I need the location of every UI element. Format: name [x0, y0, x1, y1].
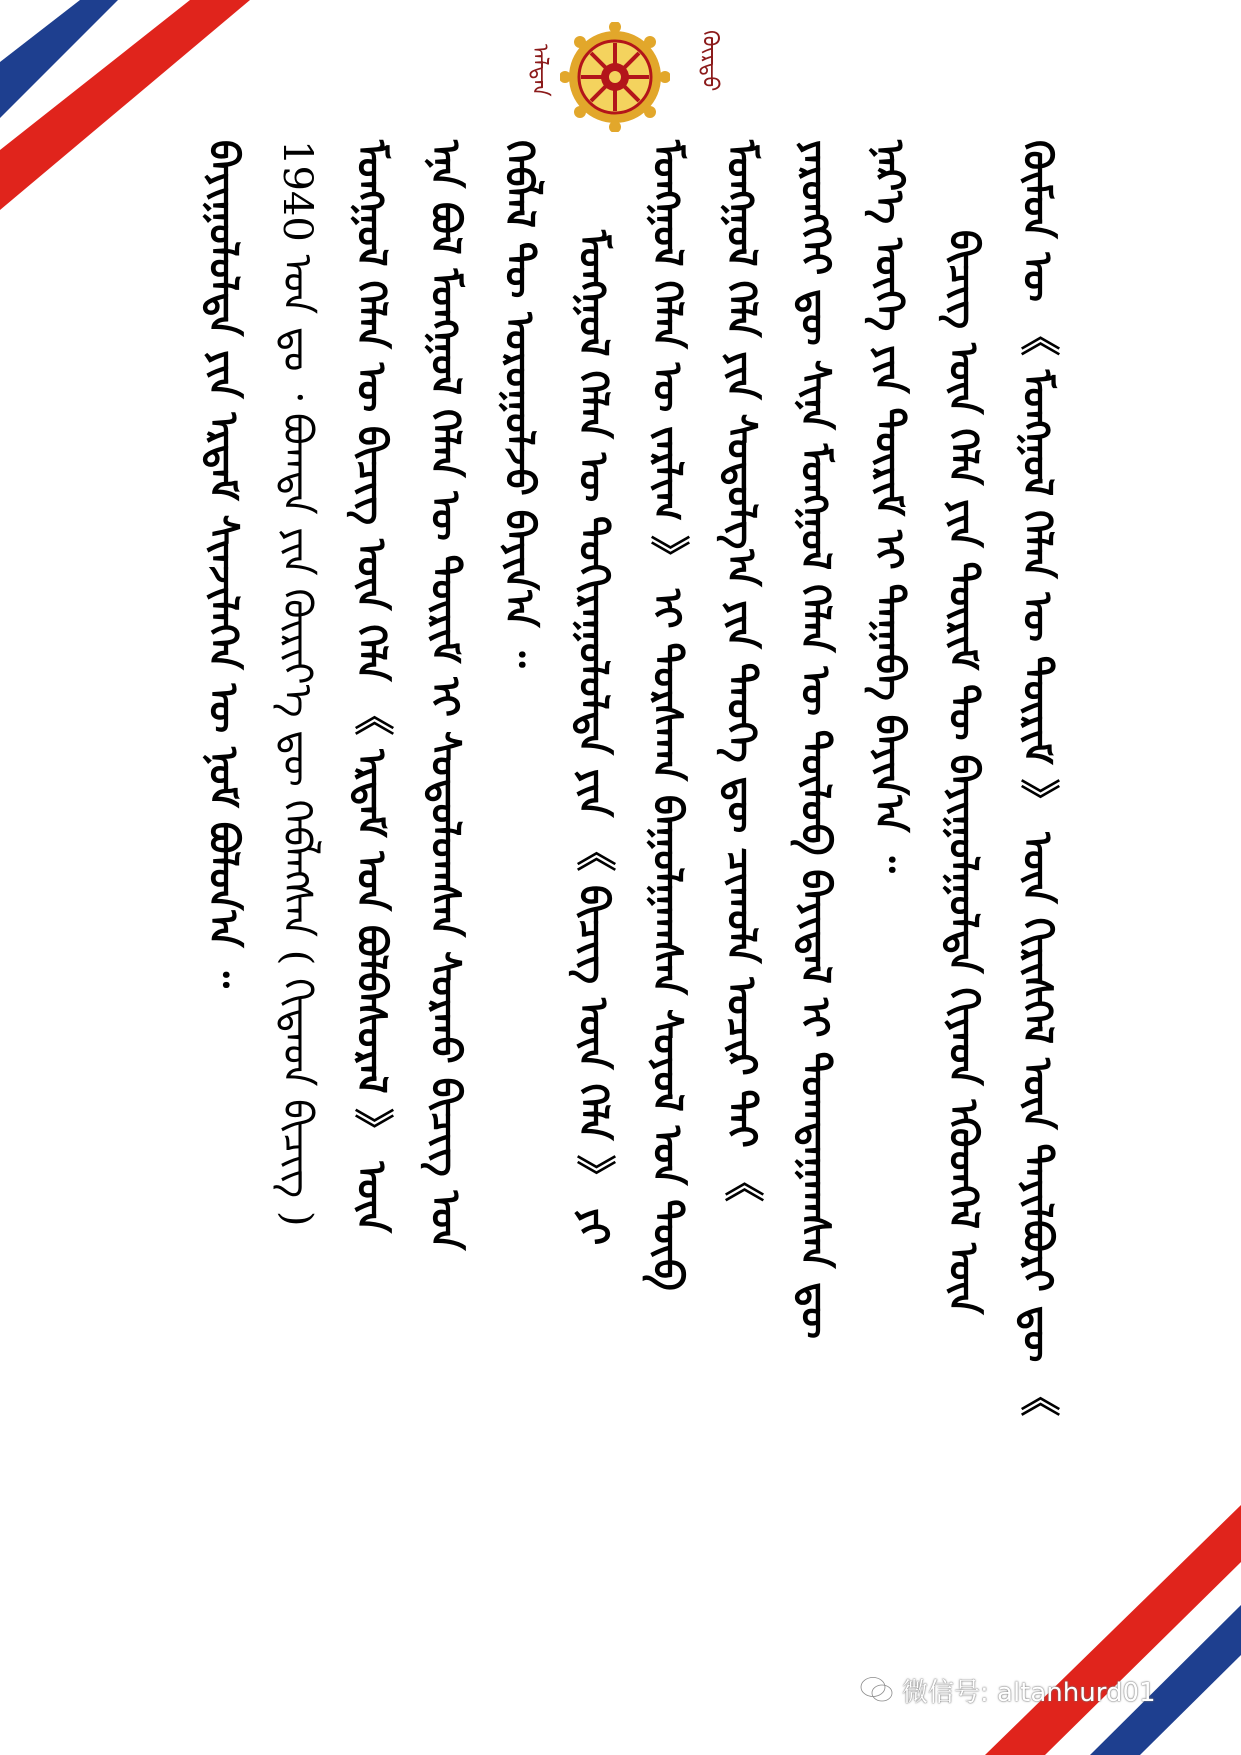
text-column-4: ᠶᠡᠷᠦᠩᠬᠡᠢ ᠳᠦ ᠰᠢᠨᠡ ᠮᠣᠩᠭᠣᠯ ᠬᠡᠯᠡᠨ ᠦ ᠲᠥᠯᠥᠪ ᠪᠠᠶᠢᠳᠠᠯ ᠢ ᠲᠣᠭᠲᠠᠭᠠᠭᠰᠠᠨ ᠳᠦ — [792, 140, 839, 1339]
dharma-wheel-emblem-icon — [560, 22, 670, 132]
text-column-10: ᠮᠣᠩᠭᠣᠯ ᠬᠡᠯᠡᠨ ᠦ ᠪᠢᠴᠢᠭ ᠦᠨ ᠬᠡᠯᠡ 《 ᠡᠷᠳᠡᠮ ᠤᠨ ᠪᠣᠯᠪᠠᠰᠤᠷᠠᠯ 》 ᠦᠨ — [348, 140, 395, 1233]
emblem-caption-left: ᠠᠯᠲᠠᠨ — [527, 44, 552, 97]
emblem-caption-right: ᠬᠦᠷᠳᠦ — [697, 30, 722, 92]
text-column-11: 1940 ᠣᠨ ᠳᠤ ᠂ ᠪᠣᠭᠳᠠ ᠶᠢᠨ ᠬᠦᠷᠢᠶ᠎ᠡ ᠳᠦ ᠬᠡᠪᠯᠡᠭᠰᠡᠨ ( ᠬᠢᠲᠠᠳ ᠪᠢᠴᠢᠭ ) — [274, 140, 320, 1227]
text-column-6: ᠮᠣᠩᠭᠣᠯ ᠬᠡᠯᠡᠨ ᠦ ᠵᠠᠷᠯᠢᠭ 》 ᠢ ᠳᠤᠷᠰᠬᠠᠨ ᠪᠠᠭᠤᠯᠭᠠᠭᠰᠠᠨ ᠰᠣᠶᠣᠯ ᠤᠨ ᠲᠥᠪ — [644, 140, 691, 1291]
wechat-icon — [860, 1676, 894, 1704]
text-column-5: ᠮᠣᠩᠭᠣᠯ ᠬᠡᠯᠡ ᠶᠢᠨ ᠰᠤᠳᠤᠯᠭ᠎ᠠ ᠶᠢᠨ ᠲᠡᠦᠬᠡ ᠳᠦ ᠴᠢᠬᠤᠯᠠ ᠤᠴᠢᠷ ᠲᠠᠢ 《 — [718, 140, 765, 1202]
watermark-text: 微信号: altanhurd01 — [902, 1677, 1156, 1708]
text-column-8: ᠬᠡᠪᠯᠡᠯ ᠲᠦ ᠣᠷᠣᠭᠤᠯᠵᠤ ᠪᠠᠶᠢᠨ᠎ᠠ ᠃ — [496, 140, 543, 668]
text-column-7: ᠮᠣᠩᠭᠣᠯ ᠬᠡᠯᠡᠨ ᠦ ᠲᠣᠬᠢᠷᠠᠭᠤᠯᠤᠯᠲᠠ ᠶᠢᠨ 《 ᠪᠢᠴᠢᠭ ᠦᠨ ᠬᠡᠯᠡ 》 ᠶᠢ — [570, 230, 617, 1246]
text-column-9: ᠡᠨᠡ ᠪᠣᠯ ᠮᠣᠩᠭᠣᠯ ᠬᠡᠯᠡᠨ ᠦ ᠳᠦᠷᠢᠮ ᠢ ᠰᠤᠳᠤᠯᠤᠭᠰᠠᠨ ᠰᠤᠷᠬᠤ ᠪᠢᠴᠢᠭ ᠤᠨ — [422, 140, 469, 1251]
text-column-12: ᠪᠠᠶᠢᠭᠤᠯᠤᠯᠲᠠ ᠶᠢᠨ ᠡᠷᠳᠡᠮ ᠰᠢᠨᠵᠢᠯᠡᠭᠡᠨ ᠦ ᠨᠣᠮ ᠪᠣᠯᠤᠨ᠎ᠠ ᠃ — [200, 140, 247, 988]
vertical-text-body — [140, 140, 1060, 1640]
text-column-1: ᠬᠦᠮᠦᠨ ᠦ 《 ᠮᠣᠩᠭᠣᠯ ᠬᠡᠯᠡᠨ ᠦ ᠳᠦᠷᠢᠮ 》 ᠦᠨ ᠬᠢᠷᠢᠰᠭᠡᠯ ᠦᠨ ᠲᠠᠶᠢᠯᠪᠤᠷᠢ ᠳᠦ 《 — [1014, 140, 1061, 1417]
text-column-3: ᠨᠡᠷ᠎ᠡ ᠦᠭᠡ ᠶᠢᠨ ᠳᠦᠷᠢᠮ ᠢ ᠳᠠᠭᠠᠪᠠ ᠪᠠᠶᠢᠨ᠎ᠠ ᠃ — [866, 140, 913, 873]
wechat-watermark — [860, 1670, 1220, 1710]
text-column-2: ᠪᠢᠴᠢᠭ ᠦᠨ ᠬᠡᠯᠡ ᠶᠢᠨ ᠳᠦᠷᠢᠮ ᠲᠦ ᠪᠠᠶᠢᠭᠤᠯᠭᠤᠯᠲᠠ ᠬᠢᠶᠡᠳ ᠡᠭᠦᠳᠬᠡᠯ ᠦᠨ — [940, 230, 987, 1315]
